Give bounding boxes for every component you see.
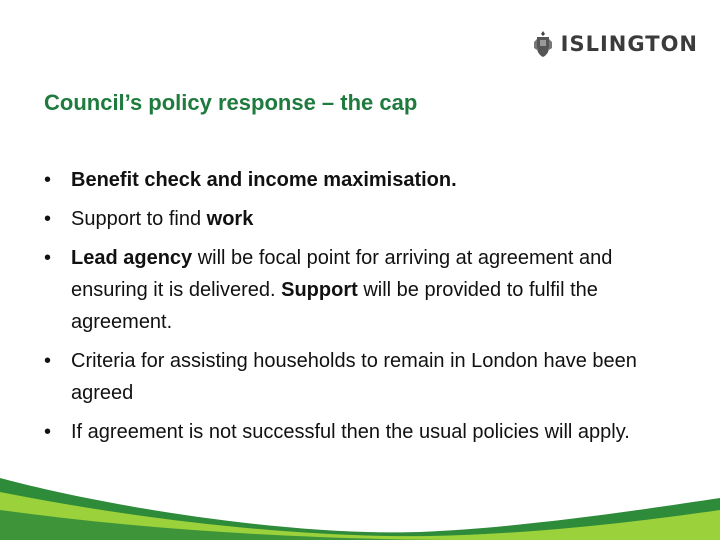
bullet-text: Support to find [71, 208, 207, 230]
bullet-text-bold: Benefit check and income maximisation. [71, 169, 457, 191]
logo-wordmark: ISLINGTON [560, 32, 698, 56]
bullet-item [44, 203, 654, 235]
bullet-item [44, 164, 654, 196]
bullet-text: Criteria for assisting households to remain in London have been agreed [71, 350, 637, 404]
bullet-text: will be focal point for arriving at agreement and ensuring it is delivered. [71, 247, 613, 301]
bullet-item [44, 345, 654, 409]
slide-title: Council’s policy response – the cap [44, 90, 418, 115]
bullet-item [44, 416, 654, 448]
bullet-dot: • [44, 247, 52, 269]
islington-logo [533, 30, 698, 58]
bullet-dot: • [44, 350, 52, 372]
bullet-dot: • [44, 169, 52, 191]
bullet-text-bold: Support [281, 279, 358, 301]
bullet-text: will be provided to fulfil the agreement. [71, 279, 598, 333]
bullet-item [44, 242, 654, 338]
bullet-text-bold: work [206, 208, 254, 230]
bullet-text-bold: Lead agency [71, 247, 193, 269]
council-crest-icon [533, 30, 553, 58]
bullet-text: If agreement is not successful then the usual policies will apply. [71, 421, 630, 443]
bullet-dot: • [44, 421, 52, 443]
footer-swoosh [0, 470, 720, 540]
bullet-list [44, 164, 654, 455]
bullet-dot: • [44, 208, 52, 230]
